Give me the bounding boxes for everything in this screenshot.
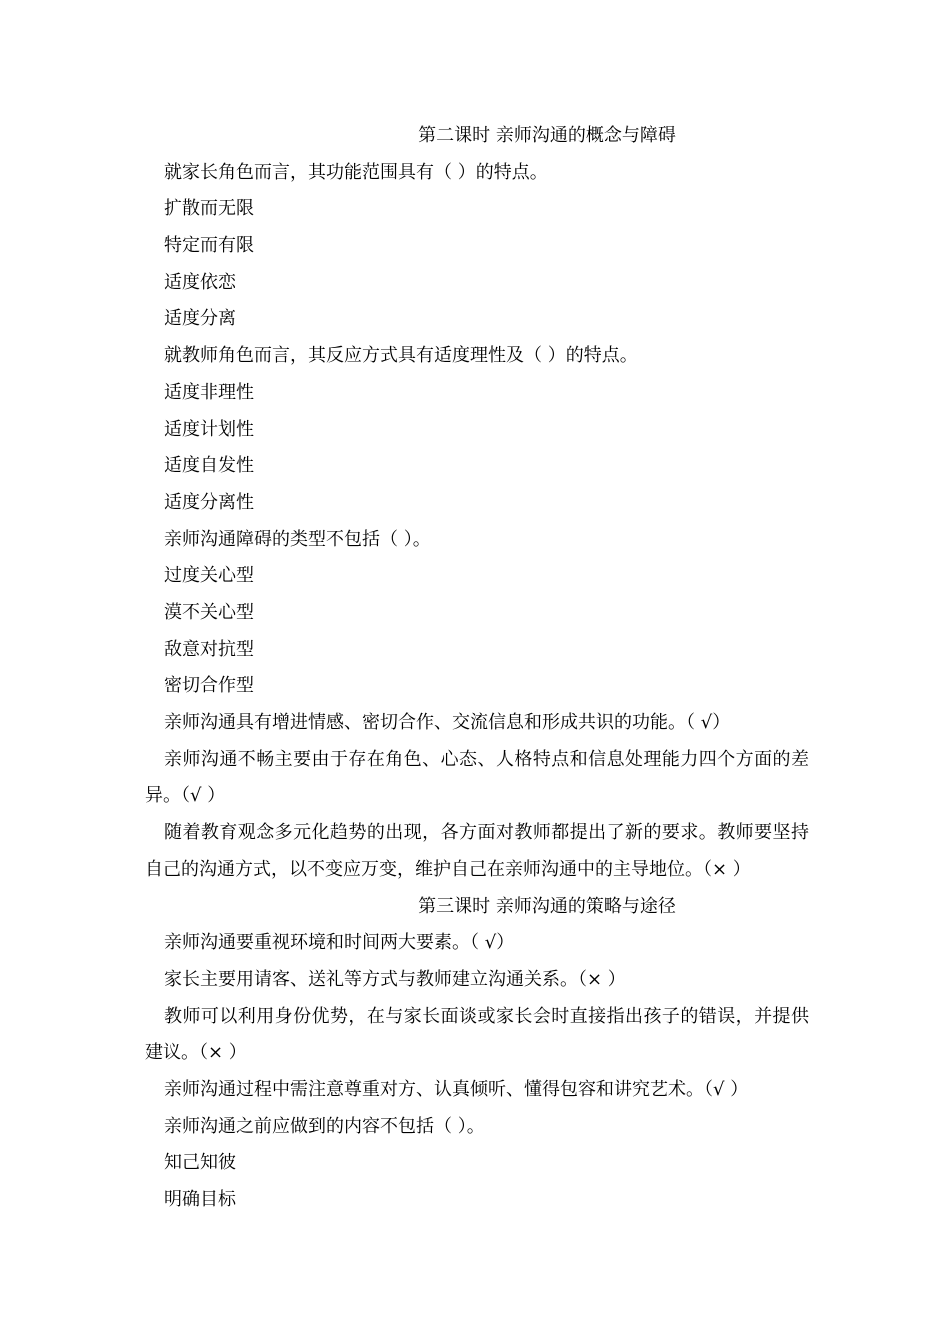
question-option: 明确目标	[164, 1189, 236, 1211]
question-option: 适度自发性	[164, 455, 254, 477]
question-option: 适度分离性	[164, 491, 254, 513]
true-false-statement: 随着教育观念多元化趋势的出现，各方面对教师都提出了新的要求。教师要坚持自己的沟通方式，以不变应万变，维护自己在亲师沟通中的主导地位。（× ）	[145, 822, 809, 880]
true-false-statement: 亲师沟通过程中需注意尊重对方、认真倾听、懂得包容和讲究艺术。（√ ）	[164, 1078, 749, 1100]
true-false-statement: 亲师沟通要重视环境和时间两大要素。（ √）	[164, 932, 515, 954]
question-option: 过度关心型	[164, 565, 254, 587]
question-option: 敌意对抗型	[164, 638, 254, 660]
section-title: 第三课时 亲师沟通的策略与途径	[418, 895, 676, 917]
question-stem: 就教师角色而言，其反应方式具有适度理性及（ ）的特点。	[164, 345, 638, 367]
question-option: 漠不关心型	[164, 601, 254, 623]
true-false-statement: 亲师沟通不畅主要由于存在角色、心态、人格特点和信息处理能力四个方面的差异。（√ ）	[145, 748, 809, 807]
question-option: 知己知彼	[164, 1152, 236, 1174]
section-title: 第二课时 亲师沟通的概念与障碍	[418, 125, 676, 146]
question-option: 密切合作型	[164, 675, 254, 697]
question-option: 特定而有限	[164, 235, 254, 257]
question-option: 适度分离	[164, 308, 236, 330]
question-option: 适度计划性	[164, 418, 254, 440]
true-false-statement: 亲师沟通具有增进情感、密切合作、交流信息和形成共识的功能。（ √）	[164, 712, 731, 733]
document-page	[145, 118, 809, 1219]
question-stem: 就家长角色而言，其功能范围具有（ ）的特点。	[164, 161, 548, 183]
true-false-statement: 家长主要用请客、送礼等方式与教师建立沟通关系。（× ）	[164, 968, 626, 990]
question-option: 适度依恋	[164, 271, 236, 293]
question-option: 适度非理性	[164, 381, 254, 403]
question-stem: 亲师沟通之前应做到的内容不包括（ ）。	[164, 1115, 485, 1137]
question-option: 扩散而无限	[164, 198, 254, 220]
question-stem: 亲师沟通障碍的类型不包括（ ）。	[164, 528, 431, 550]
true-false-statement: 教师可以利用身份优势，在与家长面谈或家长会时直接指出孩子的错误，并提供建议。（× ）	[145, 1005, 809, 1064]
